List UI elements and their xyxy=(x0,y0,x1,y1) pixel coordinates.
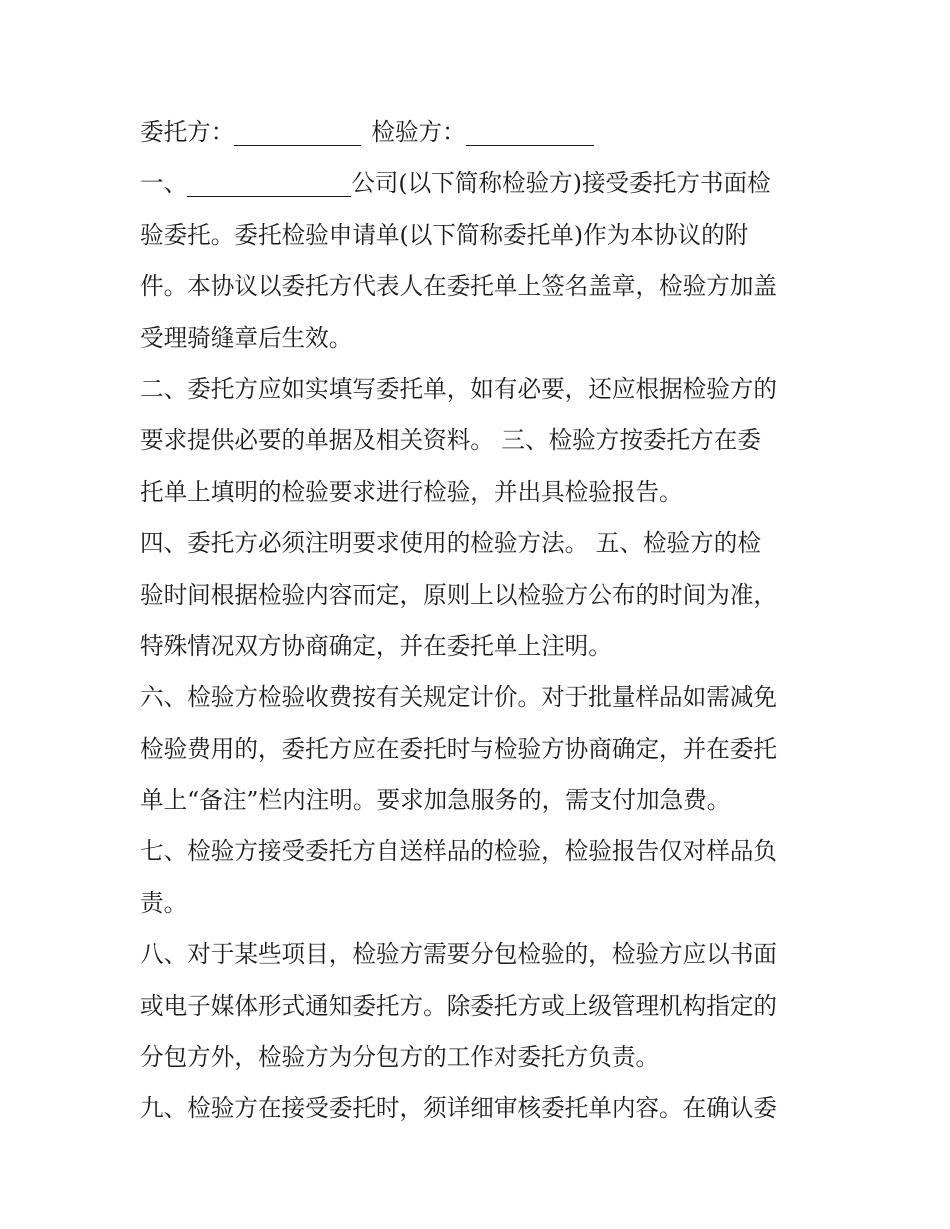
clause-1-line-1 xyxy=(140,158,814,209)
clause-1-line-2: 验委托。委托检验申请单(以下简称委托单)作为本协议的附 xyxy=(140,220,749,249)
body-line: 九、检验方在接受委托时，须详细审核委托单内容。在确认委 xyxy=(140,1094,778,1123)
inspector-name-blank xyxy=(466,121,594,146)
body-line: 特殊情况双方协商确定，并在委托单上注明。 xyxy=(140,631,612,660)
body-line: 八、对于某些项目，检验方需要分包检验的，检验方应以书面 xyxy=(140,940,778,969)
body-line: 单上“备注”栏内注明。要求加急服务的，需支付加急费。 xyxy=(140,786,731,815)
body-line: 或电子媒体形式通知委托方。除委托方或上级管理机构指定的 xyxy=(140,991,778,1020)
party-line xyxy=(140,107,814,158)
body-line: 验时间根据检验内容而定，原则上以检验方公布的时间为准， xyxy=(140,580,778,609)
clause-1-line-3: 件。本协议以委托方代表人在委托单上签名盖章，检验方加盖 xyxy=(140,272,778,301)
clause-1-prefix: 一、 xyxy=(140,169,188,198)
body-line: 检验费用的，委托方应在委托时与检验方协商确定，并在委托 xyxy=(140,734,778,763)
body-line: 七、检验方接受委托方自送样品的检验，检验报告仅对样品负 xyxy=(140,837,778,866)
body-line: 六、检验方检验收费按有关规定计价。对于批量样品如需减免 xyxy=(140,683,778,712)
clause-1-text: 公司(以下简称检验方)接受委托方书面检 xyxy=(351,169,771,198)
body-line: 责。 xyxy=(140,888,188,917)
client-name-blank xyxy=(234,121,361,146)
body-line: 分包方外，检验方为分包方的工作对委托方负责。 xyxy=(140,1043,660,1072)
company-name-blank xyxy=(187,172,351,197)
body-line: 托单上填明的检验要求进行检验，并出具检验报告。 xyxy=(140,477,683,506)
body-line: 要求提供必要的单据及相关资料。 三、检验方按委托方在委 xyxy=(140,426,761,455)
document-page xyxy=(140,107,814,1135)
inspector-label: 检验方： xyxy=(371,118,466,146)
body-line: 二、委托方应如实填写委托单，如有必要，还应根据检验方的 xyxy=(140,374,778,403)
clause-1-line-4: 受理骑缝章后生效。 xyxy=(140,323,353,352)
body-line: 四、委托方必须注明要求使用的检验方法。 五、检验方的检 xyxy=(140,529,761,558)
client-label: 委托方： xyxy=(140,118,235,146)
